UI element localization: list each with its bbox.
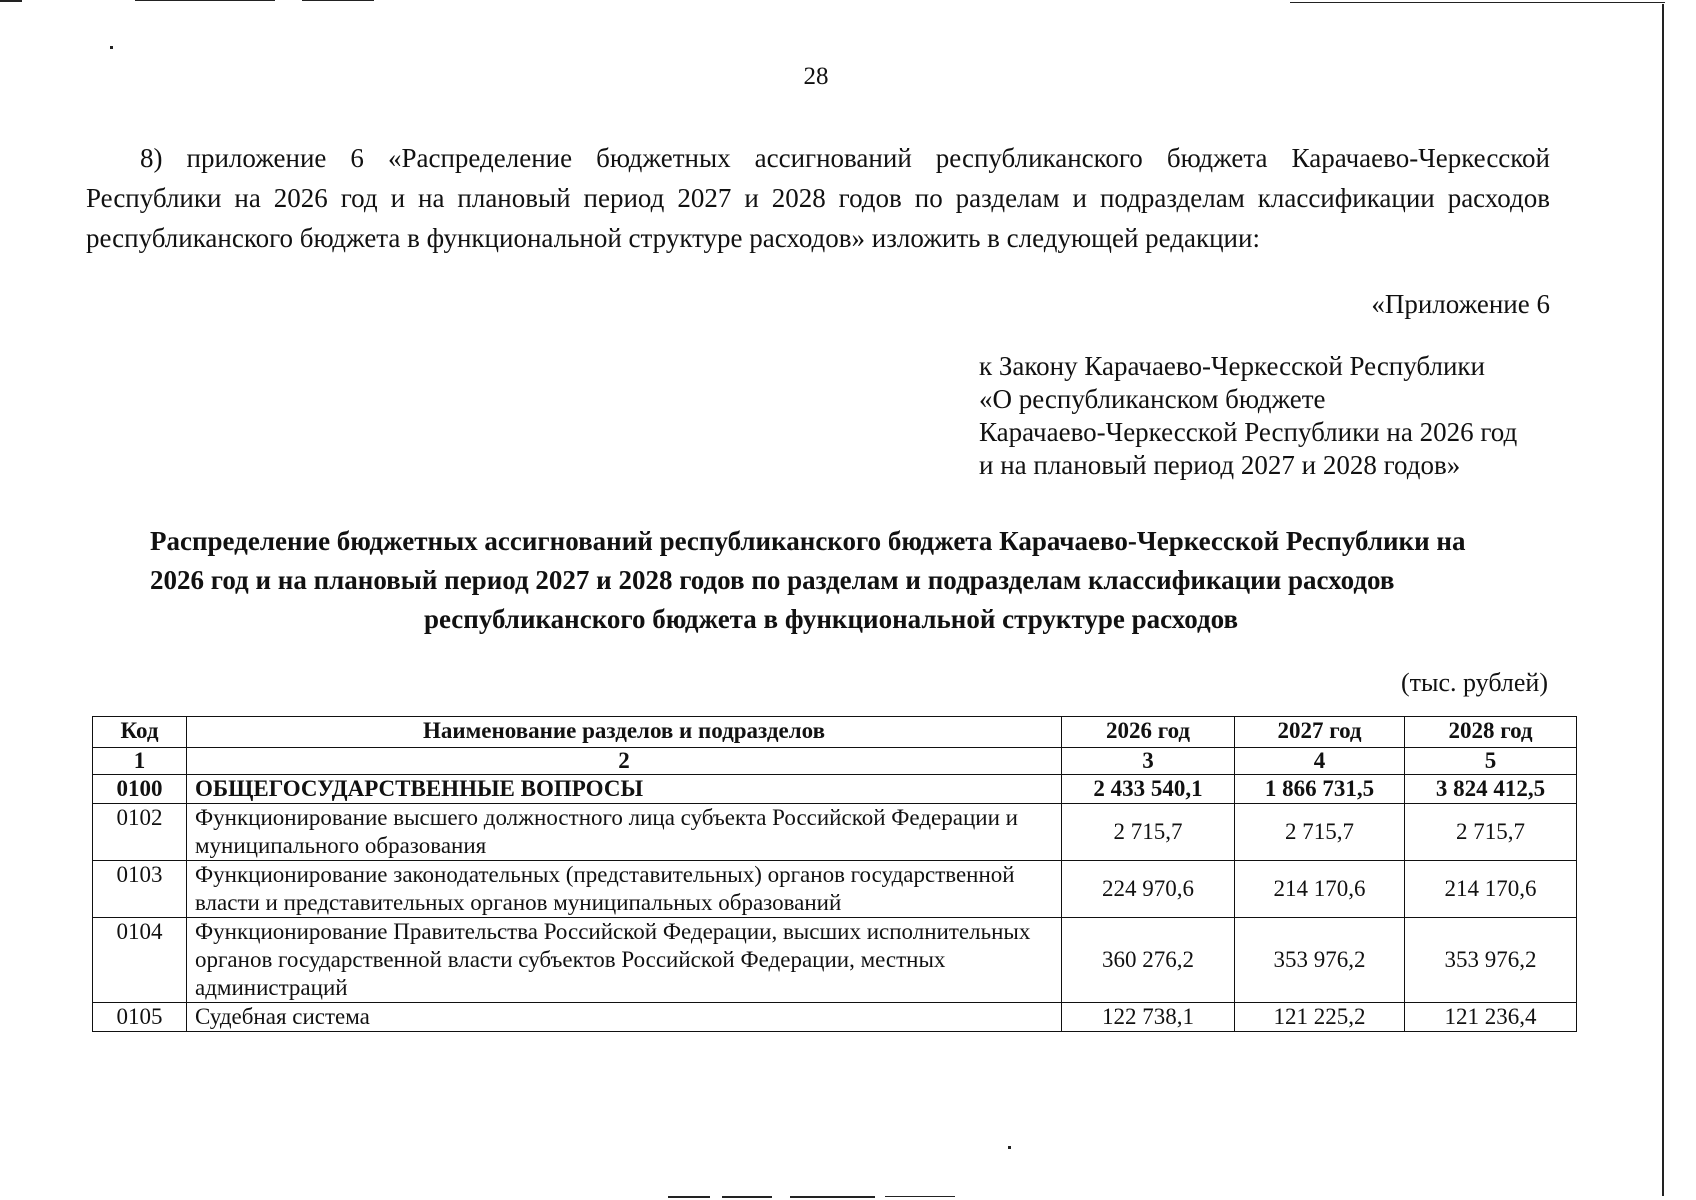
scan-artifact-top-left (0, 0, 22, 2)
table-row (93, 775, 1577, 804)
scan-artifact-bottom-2 (722, 1196, 772, 1198)
column-number: 3 (1062, 748, 1235, 775)
scan-artifact-top-right (1290, 2, 1665, 3)
title-line: 2026 год и на плановый период 2027 и 2028 годов по разделам и подразделам классификации расходов (150, 565, 1395, 595)
table-row (93, 804, 1577, 861)
table-row (93, 1003, 1577, 1032)
appendix-label: «Приложение 6 (1371, 289, 1550, 319)
row-name: Функционирование Правительства Российской Федерации, высших исполнительных органов государственной власти субъектов Российской Федерации, местных администраций (187, 918, 1062, 1003)
scan-artifact-bottom-3 (790, 1196, 875, 1198)
row-name: ОБЩЕГОСУДАРСТВЕННЫЕ ВОПРОСЫ (187, 775, 1062, 804)
page-number: 28 (803, 63, 829, 90)
row-value-2026: 122 738,1 (1062, 1003, 1235, 1032)
row-value-2028: 2 715,7 (1405, 804, 1577, 861)
scan-artifact-right-edge (1662, 4, 1664, 1196)
table-header-row (93, 717, 1577, 748)
row-value-2027: 1 866 731,5 (1235, 775, 1405, 804)
row-name: Судебная система (187, 1003, 1062, 1032)
appendix-ref-line: к Закону Карачаево-Черкесской Республики (979, 351, 1485, 381)
header-2026: 2026 год (1062, 717, 1235, 748)
appendix-ref-line: и на плановый период 2027 и 2028 годов» (979, 450, 1461, 480)
header-2028: 2028 год (1405, 717, 1577, 748)
row-code: 0102 (93, 804, 187, 861)
column-number: 2 (187, 748, 1062, 775)
column-number: 5 (1405, 748, 1577, 775)
row-value-2027: 121 225,2 (1235, 1003, 1405, 1032)
units-label: (тыс. рублей) (1400, 668, 1548, 697)
row-value-2027: 2 715,7 (1235, 804, 1405, 861)
row-code: 0105 (93, 1003, 187, 1032)
row-value-2026: 360 276,2 (1062, 918, 1235, 1003)
row-value-2028: 3 824 412,5 (1405, 775, 1577, 804)
appendix-ref-line: «О республиканском бюджете (979, 384, 1326, 414)
budget-table (92, 716, 1577, 1032)
appendix-reference (979, 350, 1559, 482)
row-value-2028: 214 170,6 (1405, 861, 1577, 918)
row-value-2027: 214 170,6 (1235, 861, 1405, 918)
row-value-2028: 121 236,4 (1405, 1003, 1577, 1032)
row-value-2027: 353 976,2 (1235, 918, 1405, 1003)
column-number-row (93, 748, 1577, 775)
row-code: 0104 (93, 918, 187, 1003)
title-line: Распределение бюджетных ассигнований республиканского бюджета Карачаево-Черкесской Республики на (150, 526, 1466, 556)
header-code: Код (93, 717, 187, 748)
scan-artifact-bottom-4 (885, 1196, 955, 1197)
row-name: Функционирование высшего должностного лица субъекта Российской Федерации и муниципального образования (187, 804, 1062, 861)
table-row (93, 861, 1577, 918)
scan-artifact-dot-2 (1008, 1146, 1011, 1149)
row-value-2026: 224 970,6 (1062, 861, 1235, 918)
row-value-2028: 353 976,2 (1405, 918, 1577, 1003)
scan-artifact-dot-1 (110, 46, 113, 49)
appendix-ref-line: Карачаево-Черкесской Республики на 2026 год (979, 417, 1518, 447)
scan-artifact-top-segment (135, 0, 275, 1)
intro-paragraph: 8) приложение 6 «Распределение бюджетных ассигнований республиканского бюджета Карачаево-Черкесской Республики на 2026 год и на плановый период 2027 и 2028 годов по разделам и подразделам классификации расходов республиканского бюджета в функциональной структуре расходов» изложить в следующей редакции: (86, 143, 1550, 253)
row-value-2026: 2 715,7 (1062, 804, 1235, 861)
title-line: республиканского бюджета в функциональной структуре расходов (423, 604, 1239, 634)
header-2027: 2027 год (1235, 717, 1405, 748)
header-name: Наименование разделов и подразделов (187, 717, 1062, 748)
table-row (93, 918, 1577, 1003)
document-title (150, 522, 1550, 639)
column-number: 1 (93, 748, 187, 775)
row-code: 0103 (93, 861, 187, 918)
row-value-2026: 2 433 540,1 (1062, 775, 1235, 804)
scan-artifact-bottom-1 (668, 1196, 710, 1198)
column-number: 4 (1235, 748, 1405, 775)
row-name: Функционирование законодательных (представительных) органов государственной власти и представительных органов муниципальных образований (187, 861, 1062, 918)
row-code: 0100 (93, 775, 187, 804)
scan-artifact-top-segment-2 (302, 0, 374, 1)
